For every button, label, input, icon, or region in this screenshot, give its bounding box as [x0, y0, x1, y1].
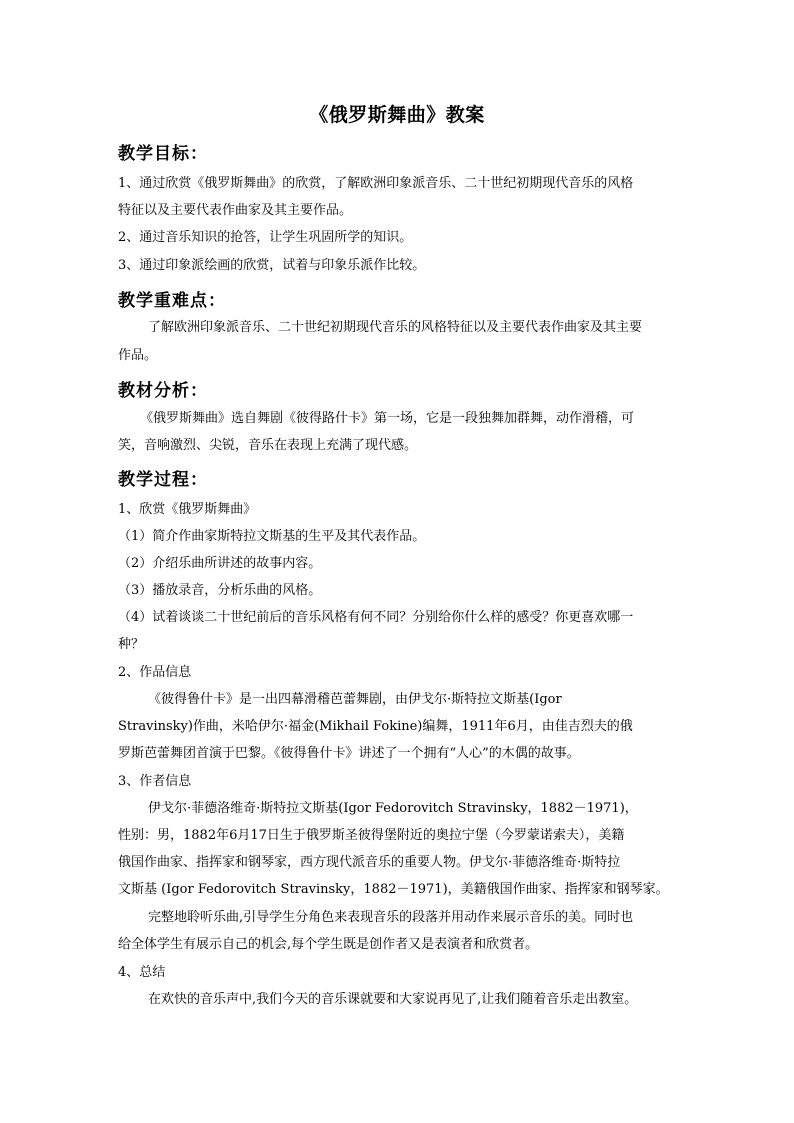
step2-line: 《彼得鲁什卡》是一出四幕滑稽芭蕾舞剧，由伊戈尔·斯特拉文斯基(Igor — [148, 692, 562, 707]
step4-title: 4、总结 — [118, 965, 166, 980]
step3-title: 3、作者信息 — [118, 774, 192, 789]
step4-line: 在欢快的音乐声中,我们今天的音乐课就要和大家说再见了,让我们随着音乐走出教室。 — [148, 992, 638, 1007]
step2-line: Stravinsky)作曲，米哈伊尔·福金(Mikhail Fokine)编舞，1911年6月，由佳吉烈夫的俄 — [118, 719, 633, 734]
step3-line: 文斯基 (Igor Fedorovitch Stravinsky，1882－1971)，美籍俄国作曲家、指挥家和钢琴家。 — [118, 882, 669, 897]
objectives-line: 2、通过音乐知识的抢答，让学生巩固所学的知识。 — [118, 230, 413, 245]
step3-line: 给全体学生有展示自己的机会,每个学生既是创作者又是表演者和欣赏者。 — [118, 937, 539, 952]
objectives-line: 特征以及主要代表作曲家及其主要作品。 — [118, 203, 353, 218]
key-points-line: 作品。 — [118, 348, 158, 363]
step3-line: 俄国作曲家、指挥家和钢琴家，西方现代派音乐的重要人物。伊戈尔·菲德洛维奇·斯特拉 — [118, 855, 621, 870]
step2-title: 2、作品信息 — [118, 665, 192, 680]
step1-item: （2）介绍乐曲所讲述的故事内容。 — [118, 556, 322, 571]
key-points-heading: 教学重难点： — [118, 291, 226, 311]
document-title: 《俄罗斯舞曲》教案 — [309, 104, 485, 126]
step3-line: 伊戈尔·菲德洛维奇·斯特拉文斯基(Igor Fedorovitch Stravinsky，1882－1971)， — [148, 801, 638, 816]
analysis-line: 笑，音响激烈、尖锐，音乐在表现上充满了现代感。 — [118, 438, 418, 453]
step1-item: （1）简介作曲家斯特拉文斯基的生平及其代表作品。 — [118, 529, 426, 544]
objectives-line: 3、通过印象派绘画的欣赏，试着与印象乐派作比较。 — [118, 258, 426, 273]
step1-item: 种？ — [118, 637, 145, 652]
step1-item: （3）播放录音，分析乐曲的风格。 — [118, 583, 322, 598]
objectives-line: 1、通过欣赏《俄罗斯舞曲》的欣赏，了解欧洲印象派音乐、二十世纪初期现代音乐的风格 — [118, 176, 634, 191]
step2-line: 罗斯芭蕾舞团首演于巴黎。《彼得鲁什卡》讲述了一个拥有“人心”的木偶的故事。 — [118, 746, 580, 761]
process-heading: 教学过程： — [118, 470, 208, 490]
key-points-line: 了解欧洲印象派音乐、二十世纪初期现代音乐的风格特征以及主要代表作曲家及其主要 — [148, 320, 643, 335]
step3-line: 性别：男，1882年6月17日生于俄罗斯圣彼得堡附近的奥拉宁堡（今罗蒙诺索夫），美籍 — [118, 828, 625, 843]
objectives-heading: 教学目标： — [118, 144, 208, 164]
analysis-line: 《俄罗斯舞曲》选自舞剧《彼得路什卡》第一场，它是一段独舞加群舞，动作滑稽，可 — [140, 411, 635, 426]
step3-line: 完整地聆听乐曲,引导学生分角色来表现音乐的段落并用动作来展示音乐的美。同时也 — [148, 910, 634, 925]
step1-title: 1、欣赏《俄罗斯舞曲》 — [118, 502, 257, 517]
step1-item: （4）试着谈谈二十世纪前后的音乐风格有何不同？分别给你什么样的感受？你更喜欢哪一 — [118, 610, 634, 625]
analysis-heading: 教材分析： — [118, 381, 208, 401]
